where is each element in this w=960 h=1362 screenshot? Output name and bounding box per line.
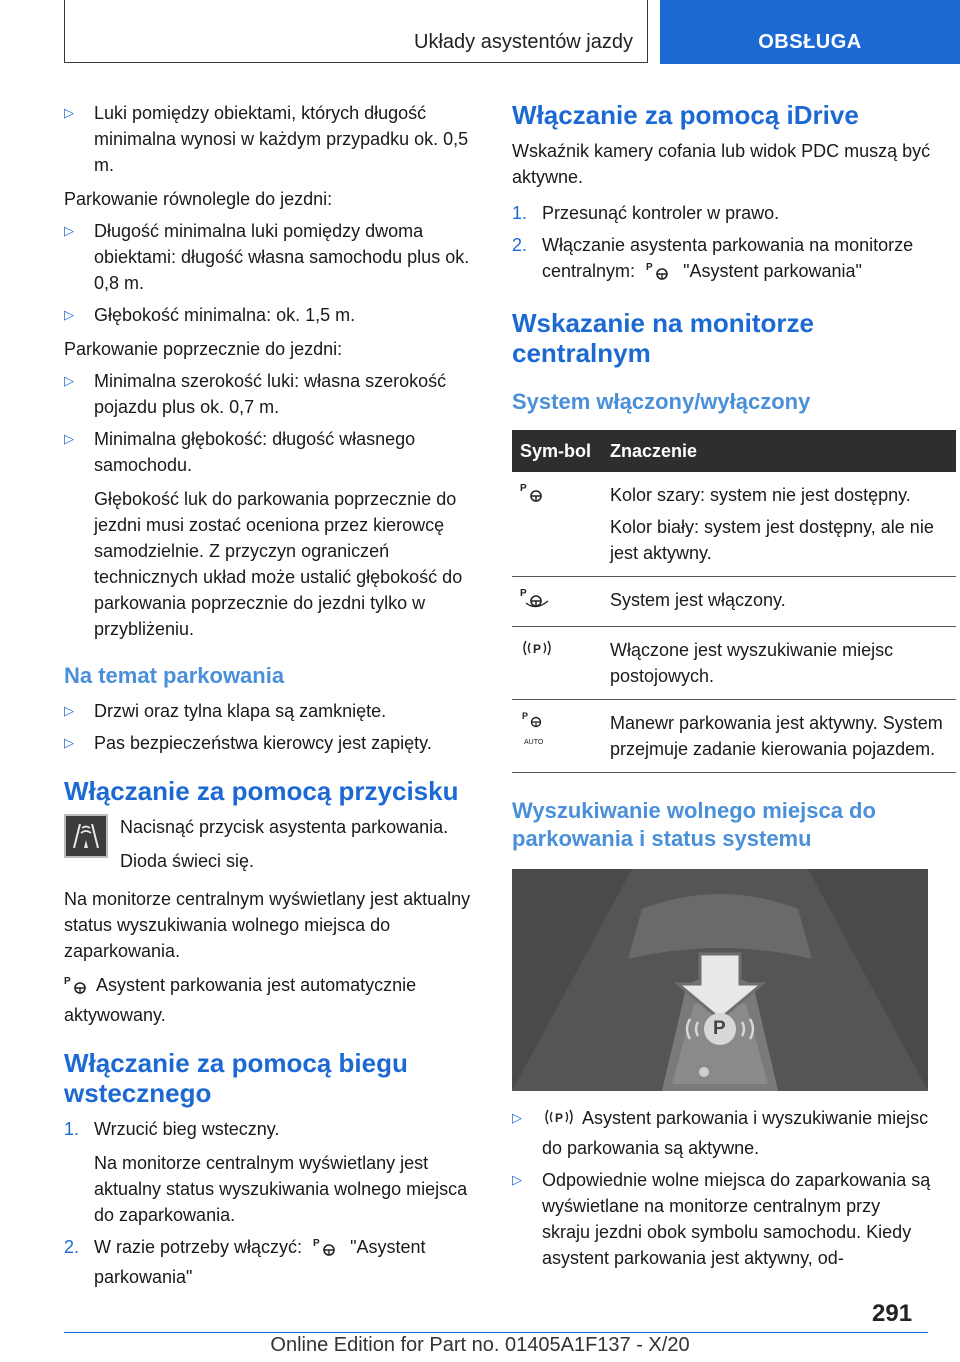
step-number: 1. [512, 203, 528, 223]
chapter-tab: OBSŁUGA [660, 0, 960, 64]
column-header: Sym-bol [512, 430, 602, 472]
list-item [512, 1167, 932, 1271]
paragraph: Parkowanie równolegle do jezdni: [64, 189, 333, 209]
list-item [64, 426, 484, 478]
list-item-text: P Asystent parkowania i wyszukiwanie miejsc do parkowania są aktywne. [542, 1108, 929, 1158]
section-heading: Włączanie za pomocą przycisku [64, 776, 459, 806]
parking-space-search-icon [520, 643, 554, 663]
step-number: 1. [64, 1119, 80, 1139]
section-heading: Włączanie za pomocą biegu wstecznego [64, 1048, 408, 1108]
table-cell-text: Manewr parkowania jest aktywny. System przejmuje zadanie kierowania pojazdem. [602, 700, 956, 773]
bullet-icon: ▷ [512, 1172, 522, 1187]
symbol-table [512, 430, 956, 773]
parking-p-symbol: P [713, 1018, 726, 1039]
bullet-icon: ▷ [64, 735, 74, 750]
subsection-heading: Wyszukiwanie wolnego miejsca do parkowania i status systemu [512, 798, 876, 851]
bullet-icon: ▷ [64, 105, 74, 120]
left-column [64, 100, 484, 1290]
list-item-text: Głębokość minimalna: ok. 1,5 m. [94, 305, 356, 325]
table-row [512, 627, 956, 700]
parking-assistant-icon [520, 483, 546, 508]
bullet-icon: ▷ [512, 1110, 522, 1125]
parking-space-search-icon [542, 1106, 576, 1135]
parking-assistant-icon [646, 261, 672, 288]
section-title: Układy asystentów jazdy [64, 0, 648, 63]
bullet-icon: ▷ [64, 223, 74, 238]
svg-text:P: P [313, 1238, 320, 1249]
button-instruction [64, 814, 484, 874]
list-item [64, 1116, 484, 1142]
svg-text:P: P [555, 1111, 564, 1125]
svg-text:P: P [520, 588, 527, 599]
list-item [512, 1105, 932, 1161]
note-paragraph: Głębokość luk do parkowania poprzecznie do jezdni musi zostać oceniona przez kierowcę samodzielnie. Z przyczyn ograniczeń technicznych układ może ustalić głębokość do parkowania poprzecznie do jezdni tylko w przybliżeniu. [94, 489, 463, 639]
parking-assistant-icon [313, 1237, 339, 1264]
column-header: Znaczenie [602, 430, 956, 472]
list-item [64, 698, 484, 724]
bullet-icon: ▷ [64, 703, 74, 718]
list-item-text: Luki pomiędzy obiektami, których długość minimalna wynosi w każdym przypadku ok. 0,5 m. [94, 103, 469, 175]
central-monitor-illustration [512, 869, 928, 1091]
list-item-text: Odpowiednie wolne miejsca do zaparkowania są wyświetlane na monitorze centralnym przy skraju jezdni obok symbolu samochodu. Kiedy asystent parkowania jest aktywny, od- [542, 1170, 931, 1268]
parking-assistant-active-icon [520, 588, 550, 613]
right-column [512, 100, 943, 1271]
svg-text:P: P [646, 262, 653, 273]
bullet-icon: ▷ [64, 373, 74, 388]
parking-assistant-button-icon [64, 814, 108, 858]
table-row [512, 577, 956, 627]
table-header-row [512, 430, 956, 472]
list-item-text: Minimalna głębokość: długość własnego samochodu. [94, 429, 416, 475]
svg-text:P: P [520, 483, 527, 494]
led-status-text: Dioda świeci się. [120, 851, 255, 871]
bullet-icon: ▷ [64, 307, 74, 322]
button-instruction-text: Nacisnąć przycisk asystenta parkowania. [120, 817, 449, 837]
list-item-text: Pas bezpieczeństwa kierowcy jest zapięty. [94, 733, 432, 753]
list-item-text: Przesunąć kontroler w prawo. [542, 203, 780, 223]
table-cell-text: Włączone jest wyszukiwanie miejsc postojowych. [602, 627, 956, 700]
list-item-text: Włączanie asystenta parkowania na monitorze centralnym: P "Asystent parkowania" [542, 232, 932, 288]
paragraph-text: Asystent parkowania jest automatycznie aktywowany. [64, 975, 417, 1025]
subsection-heading: System włączony/wyłączony [512, 389, 811, 414]
svg-text:P: P [64, 976, 71, 987]
list-item-text: Długość minimalna luki pomiędzy dwoma obiektami: długość własna samochodu plus ok. 0,8 m. [94, 221, 470, 293]
table-row [512, 472, 956, 577]
step-number: 2. [512, 235, 528, 255]
table-cell-text: System jest włączony. [602, 577, 956, 627]
footer-divider [64, 1332, 928, 1333]
edition-footer: Online Edition for Part no. 01405A1F137 - X/20 [270, 1334, 690, 1356]
list-item-text: Wrzucić bieg wsteczny. [94, 1119, 280, 1139]
list-item [64, 218, 484, 296]
list-item [64, 368, 484, 420]
table-cell-text: Kolor biały: system jest dostępny, ale nie jest aktywny. [610, 517, 934, 563]
section-heading: Włączanie za pomocą iDrive [512, 100, 859, 130]
table-cell-text: Kolor szary: system nie jest dostępny. [610, 485, 911, 505]
page-header [0, 0, 960, 66]
paragraph: Parkowanie poprzecznie do jezdni: [64, 339, 343, 359]
auto-label: AUTO [524, 739, 544, 746]
step-number: 2. [64, 1237, 80, 1257]
svg-text:P: P [522, 711, 529, 721]
paragraph [64, 972, 484, 1028]
list-item [512, 200, 932, 226]
section-heading: Na temat parkowania [64, 663, 285, 688]
list-item [512, 232, 932, 288]
svg-text:P: P [533, 642, 542, 656]
list-item [64, 100, 484, 178]
list-item [64, 302, 484, 328]
bullet-icon: ▷ [64, 431, 74, 446]
parking-maneuver-auto-icon [520, 711, 594, 747]
page-number: 291 [872, 1300, 913, 1327]
list-item-text: W razie potrzeby włączyć: P "Asystent parkowania" [94, 1237, 426, 1287]
list-item [64, 1234, 484, 1290]
section-heading: Wskazanie na monitorze centralnym [512, 308, 814, 368]
parking-assistant-icon [64, 975, 90, 1002]
list-item [64, 730, 484, 756]
list-item-text: Minimalna szerokość luki: własna szerokość pojazdu plus ok. 0,7 m. [94, 371, 447, 417]
table-row [512, 700, 956, 773]
note-paragraph: Na monitorze centralnym wyświetlany jest aktualny status wyszukiwania wolnego miejsca do zaparkowania. [94, 1153, 468, 1225]
paragraph: Wskaźnik kamery cofania lub widok PDC muszą być aktywne. [512, 141, 931, 187]
list-item-text: Drzwi oraz tylna klapa są zamknięte. [94, 701, 387, 721]
paragraph: Na monitorze centralnym wyświetlany jest aktualny status wyszukiwania wolnego miejsca do zaparkowania. [64, 889, 471, 961]
